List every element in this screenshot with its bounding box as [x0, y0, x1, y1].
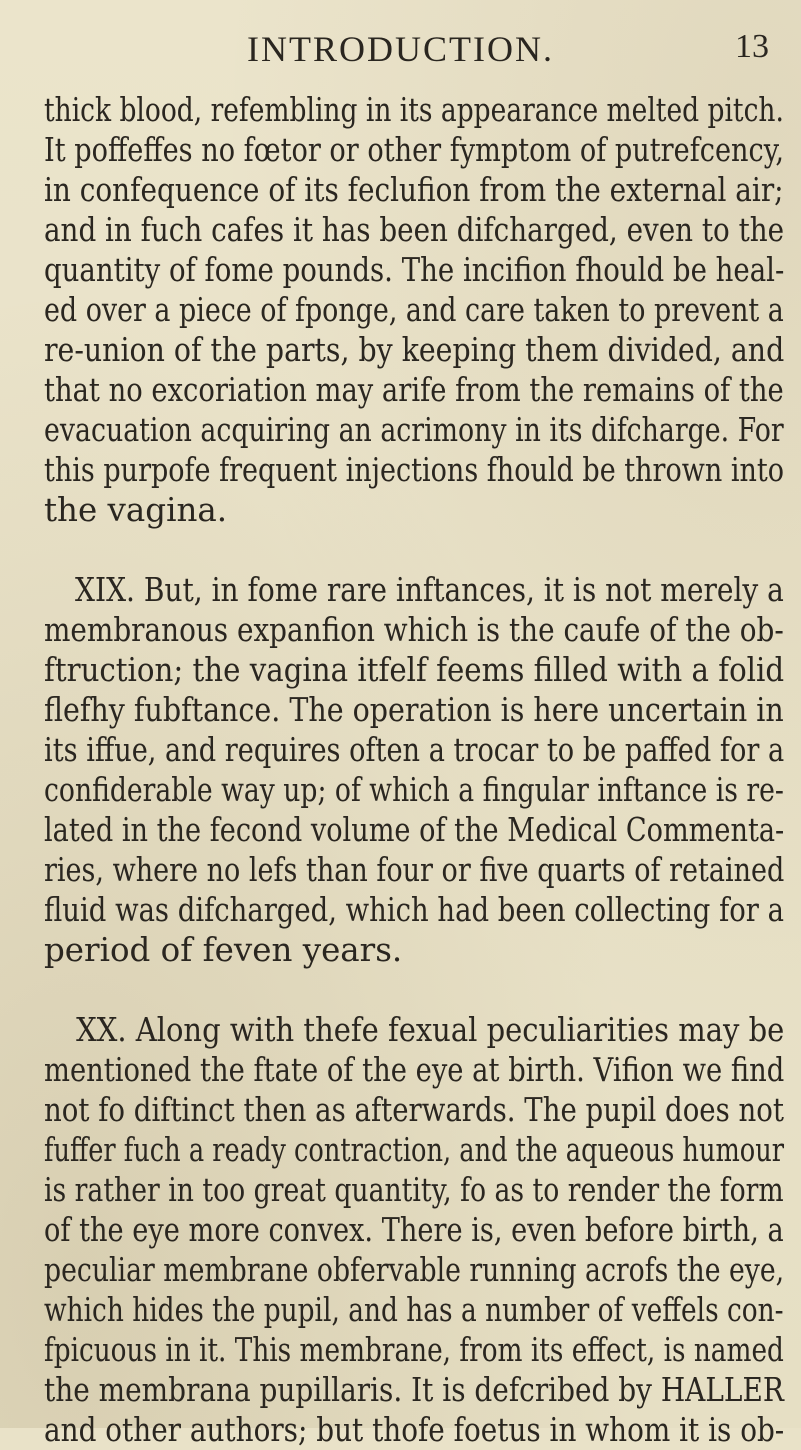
text-line: evacuation acquiring an acrimony in its difcharge. For [44, 411, 784, 449]
text-line: that no excoriation may arife from the remains of the [44, 371, 784, 409]
text-line: flefhy fubftance. The operation is here uncertain in [44, 691, 784, 729]
text-line: in confequence of its feclufion from the external air; [44, 171, 784, 209]
text-line: confiderable way up; of which a fingular inftance is re- [44, 771, 784, 809]
text-line [44, 570, 784, 610]
text-line: and in fuch cafes it has been difcharged, even to the [44, 211, 785, 249]
body-text [44, 90, 784, 1450]
text-line: is rather in too great quantity, fo as to render the form [44, 1171, 784, 1209]
text-line: membranous expanfion which is the caufe of the ob- [44, 611, 784, 649]
text-line: mentioned the ftate of the eye at birth. Vifion we find [44, 1051, 785, 1089]
text-line: fpicuous in it. This membrane, from its effect, is named [44, 1331, 784, 1369]
text-line: of the eye more convex. There is, even before birth, a [44, 1211, 784, 1249]
text-line: its iffue, and requires often a trocar to be paffed for a [44, 731, 785, 769]
running-head: INTRODUCTION. [247, 29, 554, 69]
text-line: re-union of the parts, by keeping them divided, and [44, 331, 785, 369]
text-line-content: XX. Along with thefe fexual peculiarities may be [76, 1011, 785, 1049]
text-line: period of feven years. [44, 931, 403, 969]
text-line: thick blood, refembling in its appearance melted pitch. [44, 91, 784, 129]
text-line-content: XIX. But, in fome rare inftances, it is not merely a [75, 571, 784, 609]
text-line: ries, where no lefs than four or five quarts of retained [44, 851, 785, 889]
paragraph-spacer [44, 970, 784, 1010]
page-header [0, 28, 801, 84]
text-line: and other authors; but thofe foetus in whom it is ob- [44, 1411, 785, 1449]
text-line: It poffeffes no fœtor or other fymptom of putrefcency, [44, 131, 785, 169]
paragraph-spacer [44, 530, 784, 570]
text-line: lated in the fecond volume of the Medical Commenta- [44, 811, 785, 849]
text-line: the vagina. [44, 491, 228, 529]
paragraph-xix [44, 570, 784, 970]
text-line: which hides the pupil, and has a number of veffels con- [44, 1291, 784, 1329]
page-number: 13 [735, 28, 769, 65]
text-line: fluid was difcharged, which had been collecting for a [44, 891, 785, 929]
paragraph-xx [44, 1010, 784, 1450]
paragraph-1 [44, 90, 784, 530]
text-line: ftruction; the vagina itfelf feems filled with a folid [44, 651, 785, 689]
text-line: peculiar membrane obfervable running acrofs the eye, [44, 1251, 785, 1289]
text-line: the membrana pupillaris. It is defcribed by HALLER [44, 1371, 784, 1409]
text-line: not fo diftinct then as afterwards. The pupil does not [44, 1091, 784, 1129]
text-line [44, 1010, 785, 1050]
text-line: fuffer fuch a ready contraction, and the aqueous humour [44, 1131, 784, 1169]
text-line: quantity of fome pounds. The incifion fhould be heal- [44, 251, 785, 289]
text-line: this purpofe frequent injections fhould be thrown into [44, 451, 785, 489]
text-line: ed over a piece of fponge, and care taken to prevent a [44, 291, 784, 329]
